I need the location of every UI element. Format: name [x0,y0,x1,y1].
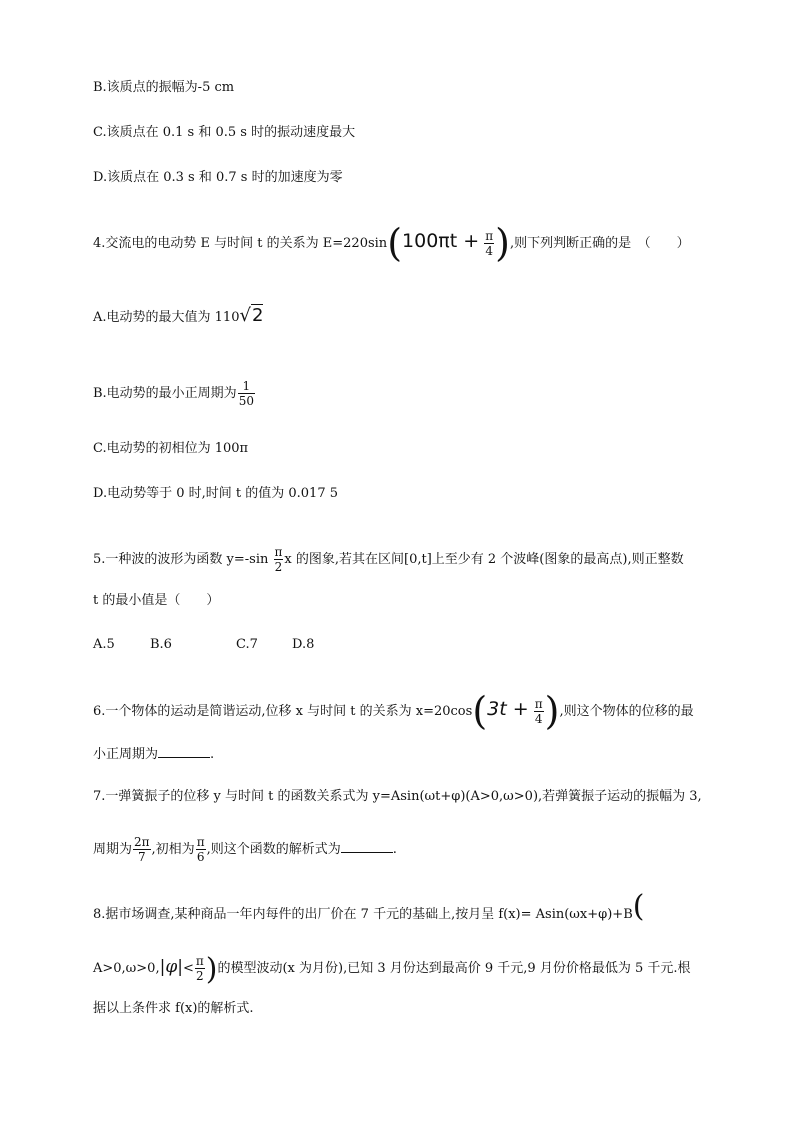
sqrt-symbol: √2 [239,305,264,326]
q7-ask: ,则这个函数的解析式为 [206,842,341,857]
q7-f1-num: 2π [134,835,150,849]
q7-line2 [93,836,397,863]
q4-option-b-text: B.电动势的最小正周期为 [93,386,237,401]
q6-right-paren: ) [544,689,560,733]
q5-option-a: A.5 [93,637,115,652]
q7-period-fraction [133,836,151,863]
q7-f1-den: 7 [133,849,151,863]
q4-frac-den: 4 [485,244,494,258]
q8-stem-line3: 据以上条件求 f(x)的解析式. [93,1001,254,1016]
q4-frac-num: π [485,229,494,243]
q8-stem-line1 [93,889,645,924]
q6-line2 [93,745,214,764]
q8-model-text: 的模型波动(x 为月份),已知 3 月份达到最高价 9 千元,9 月份价格最低为 5 千元.根 [217,961,691,976]
q8-open-paren: ( [632,889,645,924]
q4-option-b [93,380,256,407]
q4-option-c: C.电动势的初相位为 100π [93,441,249,456]
q4-option-b-fraction [238,380,255,407]
q8-fraction [195,955,205,982]
q5-option-b: B.6 [150,637,172,652]
q6-expr-fraction [534,698,544,725]
q7-answer-blank[interactable] [341,840,393,853]
q5-option-d: D.8 [292,637,315,652]
q4-stem-prefix: 4.交流电的电动势 E 与时间 t 的关系为 E=220sin [93,236,388,251]
q8-frac-num: π [195,954,204,968]
q4-expr-fraction [484,230,494,257]
q4-b-num: 1 [242,379,251,393]
q7-f2-den: 6 [196,850,205,864]
q5-stem-mid: x 的图象,若其在区间[0,t]上至少有 2 个波峰(图象的最高点),则正整数 [284,552,684,567]
q6-expr: 3t + [487,698,529,720]
q6-stem-prefix: 6.一个物体的运动是简谐运动,位移 x 与时间 t 的关系为 x=20cos [93,704,473,719]
q5-stem-prefix: 5.一种波的波形为函数 y=-sin [93,552,269,567]
q4-option-a-text: A.电动势的最大值为 110 [93,310,240,325]
q8-line2 [93,952,691,987]
q7-phase-fraction [196,836,206,863]
q4-stem-suffix: ,则下列判断正确的是 （ ） [510,236,690,251]
q8-less-than: < [182,961,194,976]
q8-stem-text: 8.据市场调查,某种商品一年内每件的出厂价在 7 千元的基础上,按月呈 f(x)= Asin(ωx+φ)+B [93,907,633,922]
q4-option-a [93,307,263,327]
q6-frac-num: π [534,697,543,711]
q6-stem [93,689,694,733]
q6-left-paren: ( [472,689,488,733]
q5-options [93,636,314,654]
q5-option-c: C.7 [236,637,258,652]
q3-option-c: C.该质点在 0.1 s 和 0.5 s 时的振动速度最大 [93,125,356,140]
q7-period-end: . [392,842,397,857]
q6-line2-suffix: . [210,747,215,762]
q5-frac-num: π [274,545,283,559]
q7-stem-line1: 7.一弹簧振子的位移 y 与时间 t 的函数关系式为 y=Asin(ωt+φ)(A>0,ω>0),若弹簧振子运动的振幅为 3, [93,789,702,804]
q5-fraction [274,546,284,573]
q5-frac-den: 2 [274,560,283,574]
q5-stem-line2: t 的最小值是（ ） [93,593,220,608]
q3-option-d: D.该质点在 0.3 s 和 0.7 s 时的加速度为零 [93,170,343,185]
q4-stem [93,221,690,265]
q8-close-paren: ) [205,952,218,987]
q8-abs-phi: |φ| [159,957,183,977]
q4-right-paren: ) [495,221,510,265]
q8-conditions: A>0,ω>0, [93,961,160,976]
q7-period-label: 周期为 [93,842,133,857]
q8-frac-den: 2 [195,969,204,983]
q4-left-paren: ( [387,221,403,265]
q3-option-b: B.该质点的振幅为-5 cm [93,80,235,95]
q7-f2-num: π [196,835,205,849]
q4-option-d: D.电动势等于 0 时,时间 t 的值为 0.017 5 [93,486,339,501]
q7-phase-label: ,初相为 [151,842,195,857]
q6-line2-prefix: 小正周期为 [93,747,159,762]
q6-stem-suffix: ,则这个物体的位移的最 [559,704,694,719]
q4-expr: 100πt + [402,230,480,252]
q4-sqrt-arg: 2 [251,305,264,326]
q4-b-den: 50 [238,394,254,408]
q6-frac-den: 4 [534,712,543,726]
q5-stem [93,546,684,573]
q6-answer-blank[interactable] [158,745,210,758]
